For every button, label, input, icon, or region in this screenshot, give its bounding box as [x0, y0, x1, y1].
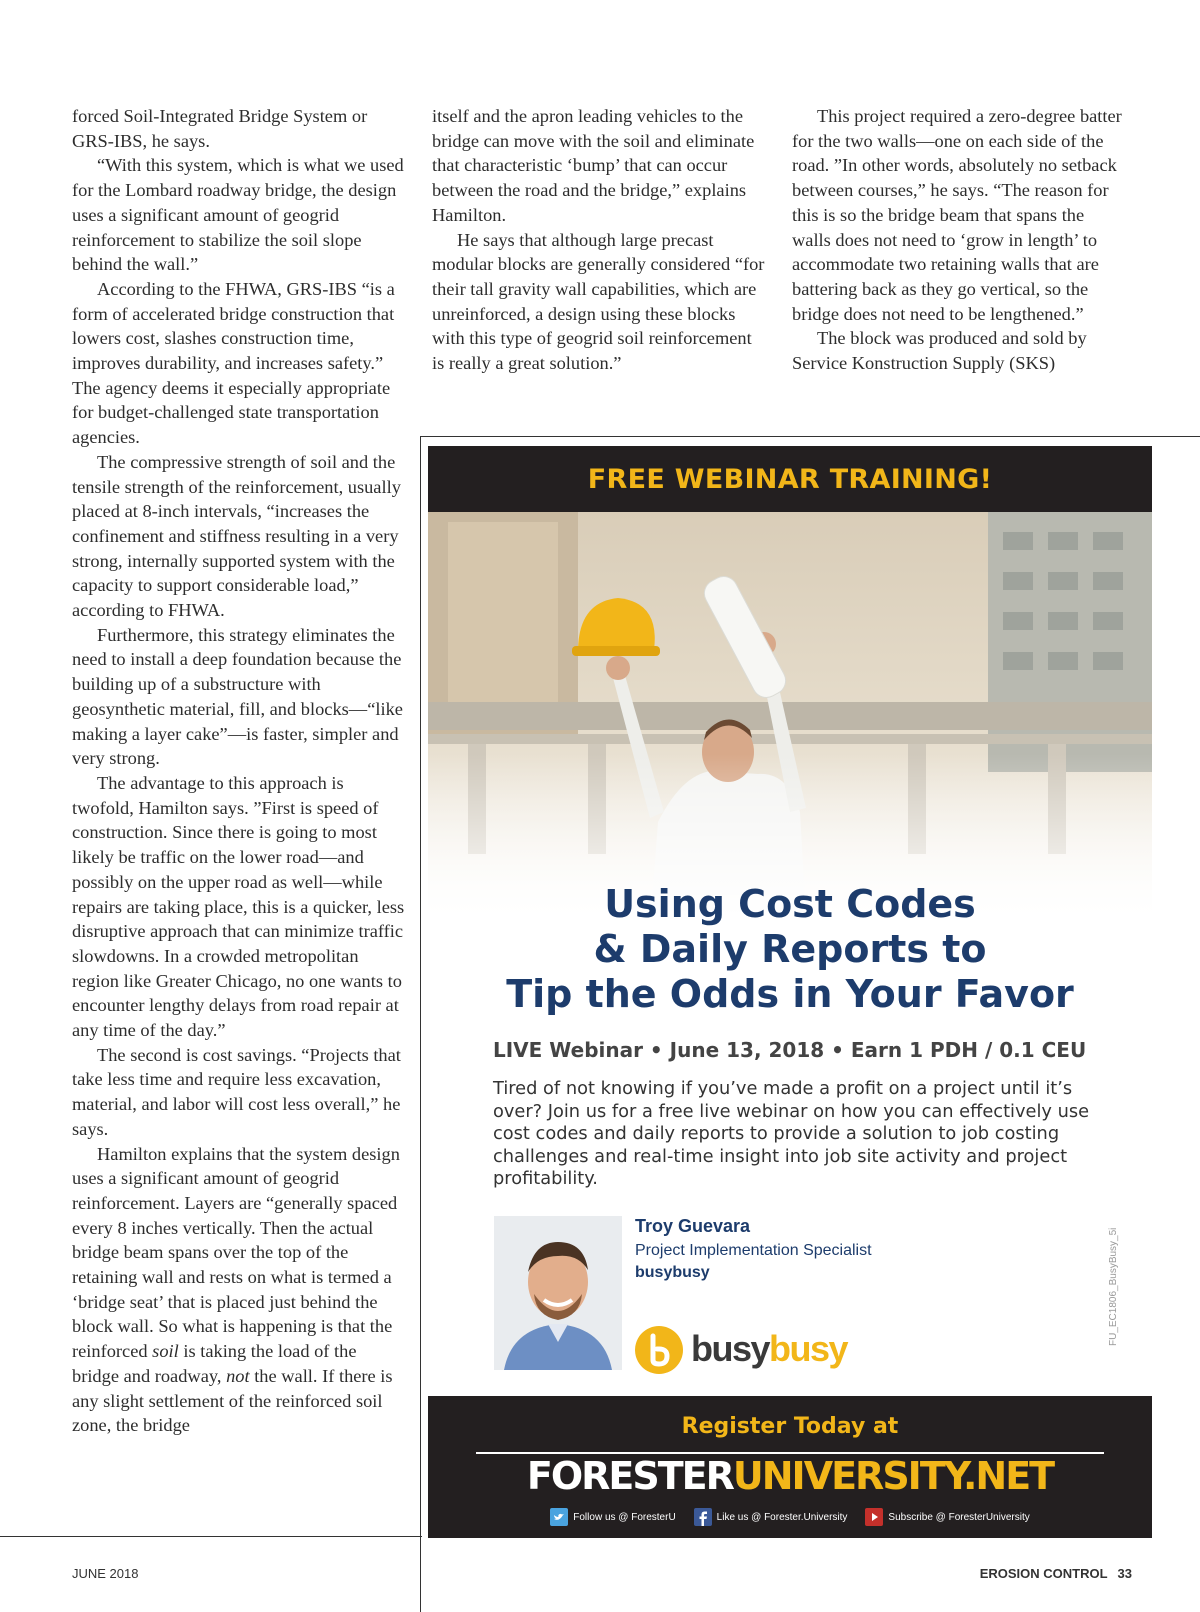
- page-number: 33: [1117, 1566, 1132, 1581]
- emphasis-not: not: [226, 1365, 250, 1386]
- paragraph: Furthermore, this strategy eliminates the need to install a deep foundation because the building up of a substructure with geosynthetic material, fill, and blocks—“like making a layer cake”—is faster, simpler and very strong.: [72, 624, 403, 769]
- youtube-icon: [865, 1508, 883, 1526]
- url-part-1: FORESTER: [526, 1454, 733, 1498]
- article-column-2: [432, 104, 767, 376]
- ad-frame-left-line: [420, 436, 421, 1612]
- issue-date: JUNE 2018: [72, 1566, 139, 1581]
- ad-body-text: Tired of not knowing if you’ve made a profit on a project until it’s over? Join us for a free live webinar on how you can effectively use cost codes and daily reports to provide a solution to job costing challenges and real-time insight into job site activity and project profitability.: [493, 1078, 1090, 1190]
- social-label: Like us @ Forester.University: [716, 1511, 848, 1523]
- ad-headline-line: & Daily Reports to: [593, 927, 987, 971]
- ad-frame-top-line: [420, 436, 1200, 437]
- speaker-photo: [494, 1216, 622, 1370]
- social-links: [428, 1508, 1152, 1526]
- paragraph-text: the wall. If there is any slight settlement of the reinforced soil zone, the bridge: [72, 1365, 393, 1436]
- paragraph-with-emphasis: [72, 1142, 407, 1438]
- busybusy-logo: [633, 1322, 853, 1378]
- ad-banner-text: FREE WEBINAR TRAINING!: [587, 463, 993, 495]
- magazine-name: EROSION CONTROL: [979, 1566, 1108, 1581]
- social-twitter[interactable]: [550, 1508, 675, 1526]
- twitter-icon: [550, 1508, 568, 1526]
- webinar-advertisement: [428, 446, 1152, 1538]
- paragraph: He says that although large precast modular blocks are generally considered “for their tall gravity wall capabilities, which are unreinforced, a design using these blocks with this type of geogrid soil reinforcement is really a great solution.”: [432, 229, 765, 374]
- ad-headline-line: Tip the Odds in Your Favor: [506, 972, 1074, 1016]
- forester-university-url[interactable]: [428, 1454, 1152, 1498]
- column-bottom-line: [0, 1536, 422, 1537]
- ad-headline-line: Using Cost Codes: [604, 882, 976, 926]
- paragraph: forced Soil-Integrated Bridge System or GRS-IBS, he says.: [72, 106, 368, 151]
- logo-word-1: busy: [691, 1328, 770, 1369]
- ad-code: FU_EC1806_BusyBusy_5i: [1108, 1227, 1119, 1346]
- busybusy-logo-icon: [633, 1324, 685, 1376]
- url-part-2: UNIVERSITY.NET: [732, 1454, 1054, 1498]
- paragraph: The second is cost savings. “Projects that take less time and require less excavation, material, and labor will cost less overall,” he says.: [72, 1044, 401, 1139]
- ad-banner: [428, 446, 1152, 512]
- emphasis-soil: soil: [152, 1341, 179, 1362]
- social-label: Follow us @ ForesterU: [573, 1511, 676, 1523]
- paragraph: According to the FHWA, GRS-IBS “is a form of accelerated bridge construction that lowers cost, slashes construction time, improves durability, and increases safety.” The agency deems it especially appropriate for budget-challenged state transportation agencies.: [72, 278, 395, 448]
- paragraph: “With this system, which is what we used for the Lombard roadway bridge, the design uses a significant amount of geogrid reinforcement to stabilize the soil slope behind the wall.”: [72, 155, 404, 275]
- ad-subtitle: LIVE Webinar • June 13, 2018 • Earn 1 PDH / 0.1 CEU: [493, 1038, 1087, 1062]
- speaker-title: Project Implementation Specialist: [635, 1242, 872, 1259]
- social-facebook[interactable]: [694, 1508, 848, 1526]
- paragraph-text: is taking the load of the bridge and roadway,: [72, 1341, 357, 1386]
- paragraph: itself and the apron leading vehicles to the bridge can move with the soil and eliminate that characteristic ‘bump’ that can occur between the road and the bridge,” explains Hamilton.: [432, 106, 755, 225]
- paragraph: The block was produced and sold by Service Konstruction Supply (SKS): [792, 328, 1087, 374]
- article-column-3: [792, 104, 1127, 376]
- busybusy-logo-text: [691, 1328, 847, 1370]
- magazine-folio: [980, 1566, 1132, 1581]
- article-column-1: [72, 104, 407, 1438]
- speaker-company: busybusy: [635, 1264, 710, 1281]
- ad-headline: [428, 882, 1152, 1017]
- facebook-icon: [694, 1508, 712, 1526]
- register-text: Register Today at: [681, 1414, 899, 1439]
- logo-word-2: busy: [769, 1328, 848, 1369]
- speaker-name: Troy Guevara: [635, 1216, 751, 1236]
- paragraph-text: Hamilton explains that the system design uses a significant amount of geogrid reinforcement. Layers are “generally spaced every 8 inches vertically. Then the actual bridge beam spans over the top of the retaining wall and rests on what is termed a ‘bridge seat’ that is placed just behind the block wall. So what is happening is that the reinforced: [72, 1143, 400, 1362]
- paragraph: This project required a zero-degree batter for the two walls—one on each side of the road. ”In other words, absolutely no setback between courses,” he says. “The reason for this is so the bridge beam that spans the walls does not need to ‘grow in length’ to accommodate two retaining walls that are battering back as they go vertical, so the bridge does not need to be lengthened.”: [792, 106, 1122, 324]
- paragraph: The compressive strength of soil and the tensile strength of the reinforcement, usually placed at 8-inch intervals, “increases the confinement and stiffness resulting in a very strong, internally supported system with the capacity to support considerable load,” according to FHWA.: [72, 451, 401, 621]
- social-label: Subscribe @ ForesterUniversity: [888, 1511, 1030, 1523]
- social-youtube[interactable]: [865, 1508, 1029, 1526]
- paragraph: The advantage to this approach is twofold, Hamilton says. ”First is speed of construction. Since there is going to most likely be traffic on the lower road—and possibly on the upper road as well—while repairs are taking place, this is a quicker, less disruptive approach that can minimize traffic slowdowns. In a crowded metropolitan region like Greater Chicago, no one wants to encounter lengthy delays from road repair at any time of the day.”: [72, 772, 405, 1041]
- ad-footer: [428, 1396, 1152, 1538]
